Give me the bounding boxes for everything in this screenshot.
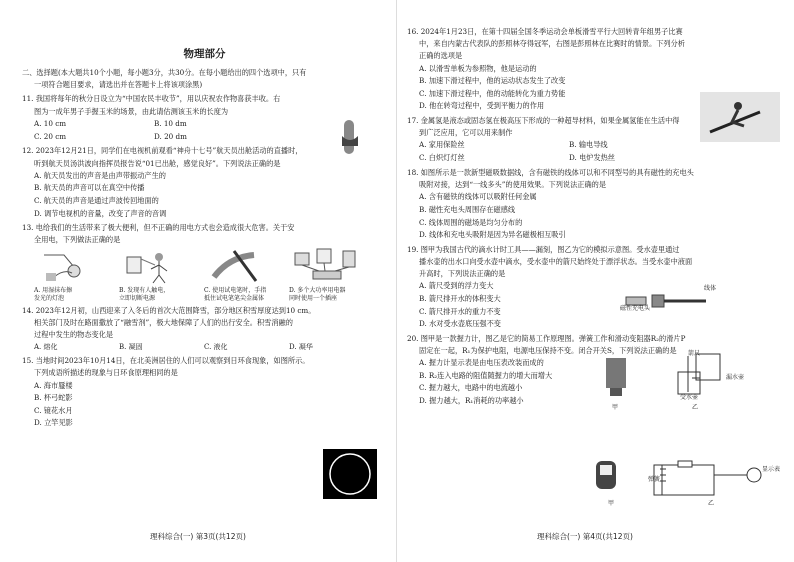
option-c: C. 航天员的声音是通过声波传回地面的	[34, 196, 159, 205]
option-b-caption: B. 发现有人触电， 立即切断电源	[119, 286, 170, 302]
page-footer: 理科综合(一) 第3页(共12页)	[150, 532, 246, 541]
label-spring: 弹簧	[648, 476, 661, 483]
option-d: D. 20 dm	[154, 131, 187, 141]
option-a: A. 箭尺受到的浮力变大	[419, 281, 494, 291]
question-text: 升高时，下列说法正确的是	[419, 269, 506, 279]
option-d: D. 他在转弯过程中，受到平衡力的作用	[419, 101, 545, 111]
question-text: 听到航天员汤洪波向指挥员报告说“01已出舱，感觉良好”。下列说法正确的是	[34, 158, 281, 168]
option-b: B. 箭尺排开水的体积变大	[419, 293, 501, 303]
test-pen-illustration	[204, 247, 289, 287]
grip-meter-figure	[594, 455, 774, 507]
question-text: 正确的选项是	[419, 51, 463, 61]
option-b: B. 凝固	[119, 343, 143, 352]
question-text: 全用电，下列做法正确的是	[34, 235, 121, 245]
question-13	[22, 222, 387, 302]
option-c: C. 握力越大，电路中的电流越小	[419, 383, 523, 393]
question-18	[407, 167, 782, 242]
page-footer: 理科综合(一) 第4页(共12页)	[537, 532, 633, 541]
option-c: C. 白炽灯灯丝	[419, 153, 465, 163]
corn-hand-image	[338, 118, 362, 164]
label-cable: 线体	[704, 285, 717, 292]
question-11	[22, 93, 387, 143]
option-b: B. 杯弓蛇影	[34, 393, 73, 403]
option-a: A. 以滑雪单板为参照物，他是运动的	[419, 63, 537, 73]
option-a: A. 航天员发出的声音是由声带振动产生的	[34, 170, 166, 180]
electric-shock-illustration	[119, 247, 204, 287]
magnetic-cable-figure	[620, 285, 710, 319]
option-a: A. 家用保险丝	[419, 140, 465, 150]
water-clock-figure	[596, 348, 736, 404]
question-text: 12. 2023年12月21日，同学们在电视机前观看“神舟十七号”航天员出舱活动的直播时，	[22, 146, 303, 156]
option-b: B. 输电导线	[569, 140, 608, 150]
option-a: A. 海市蜃楼	[34, 380, 73, 390]
option-c: C. 箭尺排开水的重力不变	[419, 306, 501, 316]
option-c: C. 线体周围的磁场是均匀分布的	[419, 217, 523, 227]
option-a: A. 10 cm	[34, 118, 67, 128]
question-text: 19. 图甲为我国古代的滴水计时工具——漏刻，图乙为它的模拟示意图。受水壶里通过	[407, 244, 680, 254]
option-c: C. 20 cm	[34, 131, 67, 141]
option-b: B. 航天员的声音可以在真空中传播	[34, 183, 145, 193]
question-text: 中，来自内蒙古代表队的彭照林夺得冠军，右图是彭照林在比赛时的情景。下列分析	[419, 39, 685, 49]
option-b: B. 磁性充电头周围存在磁感线	[419, 204, 516, 214]
question-text: 图为一成年男子手握玉米的场景，由此请估测该玉米的长度为	[34, 106, 229, 116]
option-c-caption: C. 使用试电笔时，手指 抵住试电笔笔尖金属体	[204, 286, 267, 302]
question-text: 过程中发生的物态变化是	[34, 330, 114, 339]
option-a: A. 握力计显示表是由电压表改装而成的	[419, 358, 544, 368]
label-receiver-pot: 受水壶	[680, 394, 699, 401]
option-d: D. 调节电视机的音量，改变了声音的音调	[34, 208, 167, 218]
question-text: 11. 我国将每年的秋分日设立为“中国农民丰收节”，用以庆祝农作物喜获丰收。右	[22, 94, 281, 104]
label-display-meter: 显示表	[762, 466, 781, 473]
option-d-caption: D. 多个大功率用电器 同时使用一个插座	[289, 286, 346, 302]
label-jia-20: 甲	[608, 500, 615, 507]
option-a: A. 含有磁铁的线体可以吸附任何金属	[419, 192, 537, 202]
option-d: D. 水对受水壶底压强不变	[419, 319, 501, 329]
question-text: 15. 当地时间2023年10月14日，在北美洲居住的人们可以观察到日环食现象，如图所示。	[22, 356, 310, 366]
question-19	[407, 244, 782, 331]
question-text: 17. 金属氢是液态或固态氢在极高压下形成的一种超导材料，如果金属氢能在生活中得	[407, 115, 680, 125]
option-d: D. 凝华	[289, 343, 313, 352]
option-d: D. 立竿见影	[34, 418, 73, 428]
question-text: 到广泛应用，它可以用来制作	[419, 128, 513, 138]
option-d: D. 电炉发热丝	[569, 153, 616, 163]
option-b: B. 加速下滑过程中，他的运动状态发生了改变	[419, 76, 566, 86]
option-d: D. 线体和充电头吸附是因为异名磁极相互吸引	[419, 230, 566, 240]
section-title: 物理部分	[183, 48, 226, 60]
question-text: 下列成语所描述的现象与日环食原理相同的是	[34, 368, 178, 378]
question-text: 固定在一起，R₁为保护电阻，电源电压保持不变。闭合开关S，下列说法正确的是	[419, 345, 677, 355]
question-text: 吸附对接，达到“一线多头”的使用效果。下列说法正确的是	[419, 180, 607, 190]
question-text: 20. 图甲是一款握力计，图乙是它的简易工作原理图。弹簧工作和滑动变阻器R₂的滑片P	[407, 333, 686, 343]
option-c: C. 液化	[204, 343, 228, 352]
lamp-wipe-illustration	[34, 247, 119, 287]
label-leak-pot: 漏水壶	[726, 374, 745, 381]
option-b: B. R₂连入电路的阻值随握力的增大而增大	[419, 370, 553, 380]
label-yi-20: 乙	[708, 500, 715, 507]
option-c: C. 加速下滑过程中，他的动能转化为重力势能	[419, 88, 566, 98]
option-a-caption: A. 用湿抹布擦 发光的灯泡	[34, 286, 73, 302]
instructions-line-1: 二、选择题(本大题共10个小题，每小题3分，共30分。在每小题给出的四个选项中，只有	[22, 68, 307, 77]
snowboarder-image	[700, 92, 780, 146]
question-12	[22, 145, 387, 220]
label-jia: 甲	[612, 404, 619, 411]
question-text: 18. 如图所示是一款新型磁吸数据线，含有磁铁的线体可以和不同型号的具有磁性的充电头	[407, 167, 694, 177]
option-a: A. 熔化	[34, 343, 58, 352]
question-text: 13. 电给我们的生活带来了极大便利，但不正确的用电方式也会造成很大危害。关于安	[22, 223, 295, 233]
option-d: D. 握力越大，R₁消耗的功率越小	[419, 395, 524, 405]
question-15	[22, 355, 387, 430]
label-arrow-ruler: 箭尺	[688, 350, 701, 357]
label-magnetic-head: 磁性充电头	[620, 305, 651, 312]
label-yi: 乙	[692, 404, 699, 411]
question-14	[22, 305, 387, 354]
instructions-line-2: 一项符合题目要求，请选出并在答题卡上将该项涂黑)	[34, 80, 203, 90]
question-text: 14. 2023年12月初，山西迎来了入冬后的首次大范围降雪，部分地区积雪厚度达到10 cm。	[22, 305, 316, 315]
question-text: 播水壶的出水口向受水壶中滴水，受水壶中的箭尺始终处于漂浮状态。当受水壶中液面	[419, 256, 693, 266]
question-text: 16. 2024年1月23日，在第十四届全国冬季运动会单板滑雪平行大回转青年组男子比赛	[407, 27, 683, 36]
overloaded-socket-illustration	[289, 247, 374, 287]
option-b: B. 10 dm	[154, 118, 187, 128]
option-c: C. 镜花水月	[34, 405, 73, 415]
annular-eclipse-image	[323, 449, 377, 503]
question-text: 相关部门及时在路面撒放了“融雪剂”，极大地保障了人们的出行安全。积雪消融的	[34, 317, 293, 327]
